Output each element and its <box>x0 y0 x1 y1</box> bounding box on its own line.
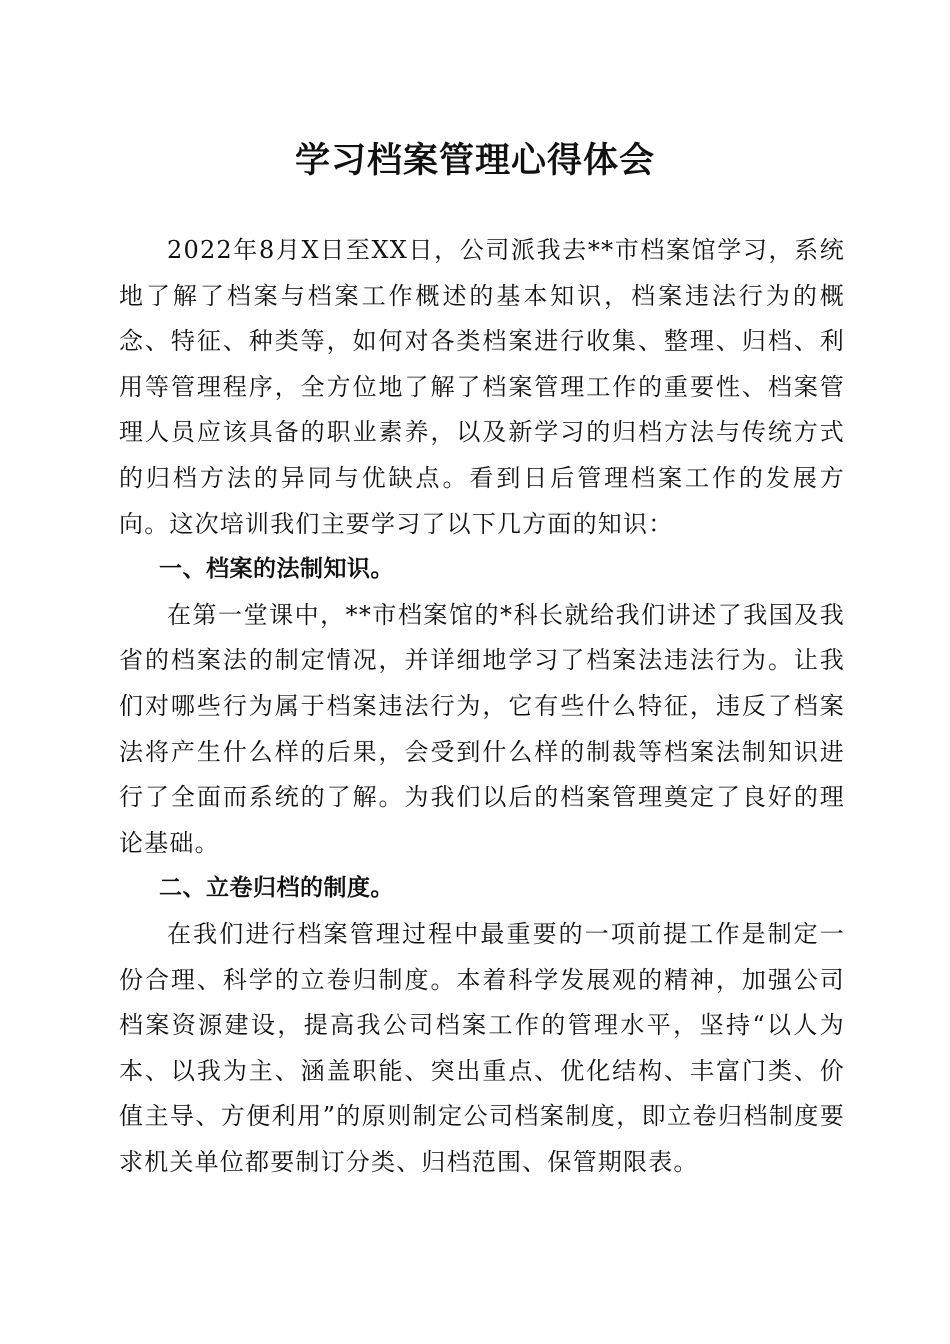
document-title: 学习档案管理心得体会 <box>294 140 655 181</box>
intro-paragraph: 2022年8月X日至XX日，公司派我去**市档案馆学习，系统地了解了档案与档案工作概述的基本知识，档案违法行为的概念、特征、种类等，如何对各类档案进行收集、整理、归档、利用等管理程序，全方位地了解了档案管理工作的重要性、档案管理人员应该具备的职业素养，以及新学习的归档方法与传统方式的归档方法的异同与优缺点。看到日后管理档案工作的发展方向。这次培训我们主要学习了以下几方面的知识： <box>119 236 845 538</box>
section-heading-legal-knowledge: 一、档案的法制知识。 <box>159 556 394 583</box>
section-heading-filing-system: 二、立卷归档的制度。 <box>159 875 394 902</box>
filing-system-paragraph: 在我们进行档案管理过程中最重要的一项前提工作是制定一份合理、科学的立卷归制度。本着科学发展观的精神，加强公司档案资源建设，提高我公司档案工作的管理水平，坚持“以人为本、以我为主、涵盖职能、突出重点、优化结构、丰富门类、价值主导、方便利用”的原则制定公司档案制度，即立卷归档制度要求机关单位都要制订分类、归档范围、保管期限表。 <box>119 919 845 1176</box>
document-body <box>119 228 845 1185</box>
legal-knowledge-paragraph: 在第一堂课中，**市档案馆的*科长就给我们讲述了我国及我省的档案法的制定情况，并详细地学习了档案法违法行为。让我们对哪些行为属于档案违法行为，它有些什么特征，违反了档案法将产生什么样的后果，会受到什么样的制裁等档案法制知识进行了全面而系统的了解。为我们以后的档案管理奠定了良好的理论基础。 <box>119 600 845 857</box>
